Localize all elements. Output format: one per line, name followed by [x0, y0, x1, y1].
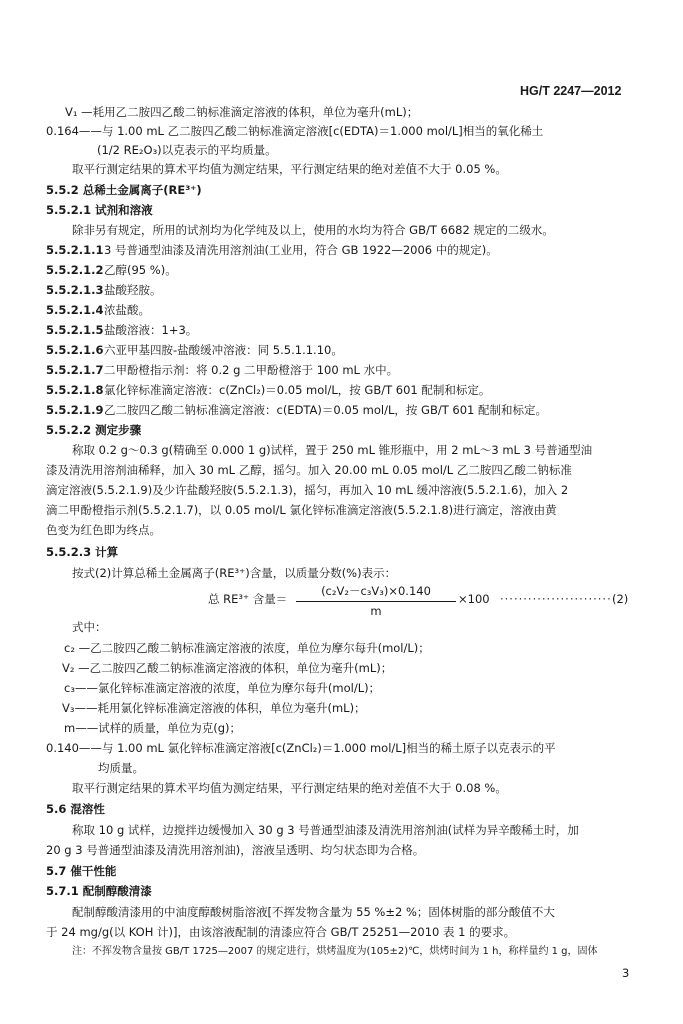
section-heading-5-7-1: 5.7.1 配制醇酸清漆 [46, 884, 152, 898]
paragraph-miscibility-cont: 20 g 3 号普通型油漆及清洗用溶剂油)，溶液呈透明、均匀状态即为合格。 [46, 843, 425, 857]
note-nonvolatile: 注：不挥发物含量按 GB/T 1725—2007 的规定进行，烘烤温度为(105±2)℃，烘烤时间为 1 h，称样量约 1 g，固体 [72, 946, 598, 957]
definition-0164: 0.164——与 1.00 mL 乙二胺四乙酸二钠标准滴定溶液[c(EDTA)＝1.000 mol/L]相当的氧化稀土 [46, 124, 544, 138]
reagent-number: 5.5.2.1.2 [46, 263, 104, 277]
formula-number: (2) [612, 592, 629, 606]
reagent-number: 5.5.2.1.9 [46, 403, 104, 417]
page-number: 3 [622, 966, 630, 980]
reagent-number: 5.5.2.1.1 [46, 243, 104, 257]
paragraph-alkyd-varnish: 配制醇酸清漆用的中油度醇酸树脂溶液[不挥发物含量为 55 %±2 %；固体树脂的部分酸值不大 [72, 905, 555, 919]
section-heading-5-6: 5.6 混溶性 [46, 802, 105, 816]
paragraph-alkyd-varnish-cont: 于 24 mg/g(以 KOH 计)]，由该溶液配制的清漆应符合 GB/T 25251—2010 表 1 的要求。 [46, 925, 516, 939]
reagent-text: 3 号普通型油漆及清洗用溶剂油(工业用，符合 GB 1922—2006 中的规定)。 [104, 243, 498, 257]
reagent-text: 氯化锌标准滴定溶液：c(ZnCl₂)＝0.05 mol/L，按 GB/T 601 配制和标定。 [104, 383, 491, 397]
formula-fraction [296, 583, 456, 618]
section-heading-5-5-2-2: 5.5.2.2 测定步骤 [46, 423, 142, 437]
definition-0140-cont: 均质量。 [98, 761, 144, 775]
reagent-item [46, 343, 343, 357]
reagent-number: 5.5.2.1.6 [46, 343, 104, 357]
definition-c3: c₃——氯化锌标准滴定溶液的浓度，单位为摩尔每升(mol/L)； [64, 681, 381, 695]
paragraph-procedure-cont: 色变为红色即为终点。 [46, 523, 161, 537]
section-heading-5-7: 5.7 催干性能 [46, 864, 117, 878]
definition-0140: 0.140——与 1.00 mL 氯化锌标准滴定溶液[c(ZnCl₂)＝1.000 mol/L]相当的稀土原子以克表示的平 [46, 741, 556, 755]
formula-multiplier: ×100 [458, 592, 490, 606]
paragraph-miscibility: 称取 10 g 试样，边搅拌边缓慢加入 30 g 3 号普通型油漆及清洗用溶剂油(试样为异辛酸稀土时，加 [72, 823, 579, 837]
paragraph-procedure: 称取 0.2 g～0.3 g(精确至 0.000 1 g)试样，置于 250 mL 锥形瓶中，用 2 mL～3 mL 3 号普通型油 [72, 443, 593, 457]
reagent-item [46, 263, 177, 277]
formula-denominator: m [370, 604, 382, 618]
definition-v2: V₂ —乙二胺四乙酸二钠标准滴定溶液的体积，单位为毫升(mL)； [62, 661, 393, 675]
paragraph-reagents-intro: 除非另有规定，所用的试剂均为化学纯及以上，使用的水均为符合 GB/T 6682 规定的二级水。 [72, 223, 554, 237]
reagent-number: 5.5.2.1.4 [46, 303, 104, 317]
section-heading-5-5-2-1: 5.5.2.1 试剂和溶液 [46, 203, 153, 217]
paragraph-procedure-cont: 漆及清洗用溶剂油稀释，加入 30 mL 乙醇，摇匀。加入 20.00 mL 0.05 mol/L 乙二胺四乙酸二钠标准 [46, 463, 572, 477]
reagent-item [46, 243, 498, 257]
paragraph-parallel-result-2: 取平行测定结果的算术平均值为测定结果，平行测定结果的绝对差值不大于 0.08 %。 [72, 781, 507, 795]
standard-code-header: HG/T 2247—2012 [520, 84, 622, 98]
reagent-number: 5.5.2.1.7 [46, 363, 104, 377]
formula-leader-dots: ························· [500, 592, 617, 606]
reagent-item [46, 283, 162, 297]
reagent-item [46, 363, 398, 377]
reagent-text: 盐酸溶液：1+3。 [104, 323, 198, 337]
paragraph-calculation-intro: 按式(2)计算总稀土金属离子(RE³⁺)含量，以质量分数(%)表示： [72, 566, 397, 580]
reagent-number: 5.5.2.1.5 [46, 323, 104, 337]
reagent-item [46, 383, 490, 397]
reagent-text: 二甲酚橙指示剂：将 0.2 g 二甲酚橙溶于 100 mL 水中。 [104, 363, 399, 377]
reagent-text: 乙醇(95 %)。 [104, 263, 177, 277]
section-heading-5-5-2-3: 5.5.2.3 计算 [46, 545, 119, 559]
reagent-item [46, 303, 150, 317]
reagent-text: 乙二胺四乙酸二钠标准滴定溶液：c(EDTA)＝0.05 mol/L，按 GB/T 601 配制和标定。 [104, 403, 548, 417]
reagent-text: 浓盐酸。 [104, 303, 150, 317]
section-heading-5-5-2: 5.5.2 总稀土金属离子(RE³⁺) [46, 183, 202, 197]
formula-lhs: 总 RE³⁺ 含量＝ [208, 592, 288, 606]
paragraph-procedure-cont: 滴二甲酚橙指示剂(5.5.2.1.7)，以 0.05 mol/L 氯化锌标准滴定溶液(5.5.2.1.8)进行滴定，溶液由黄 [46, 503, 557, 517]
definition-v3: V₃——耗用氯化锌标准滴定溶液的体积，单位为毫升(mL)； [62, 701, 366, 715]
reagent-number: 5.5.2.1.3 [46, 283, 104, 297]
reagent-item [46, 323, 197, 337]
reagent-item [46, 403, 547, 417]
formula-numerator: (c₂V₂－c₃V₃)×0.140 [321, 584, 431, 598]
reagent-text: 盐酸羟胺。 [104, 283, 162, 297]
formula-fraction-bar [296, 601, 456, 602]
definition-v1: V₁ —耗用乙二胺四乙酸二钠标准滴定溶液的体积，单位为毫升(mL)； [65, 105, 419, 119]
definition-c2: c₂ —乙二胺四乙酸二钠标准滴定溶液的浓度，单位为摩尔每升(mol/L)； [64, 641, 430, 655]
definition-0164-cont: (1/2 RE₂O₃)以克表示的平均质量。 [97, 143, 277, 157]
definition-m: m——试样的质量，单位为克(g)； [64, 721, 241, 735]
reagent-text: 六亚甲基四胺-盐酸缓冲溶液：同 5.5.1.1.10。 [104, 343, 343, 357]
paragraph-procedure-cont: 滴定溶液(5.5.2.1.9)及少许盐酸羟胺(5.5.2.1.3)，摇匀，再加入 10 mL 缓冲溶液(5.5.2.1.6)，加入 2 [46, 483, 569, 497]
symbols-intro: 式中： [72, 620, 107, 634]
reagent-number: 5.5.2.1.8 [46, 383, 104, 397]
paragraph-parallel-result: 取平行测定结果的算术平均值为测定结果，平行测定结果的绝对差值不大于 0.05 %。 [72, 162, 507, 176]
